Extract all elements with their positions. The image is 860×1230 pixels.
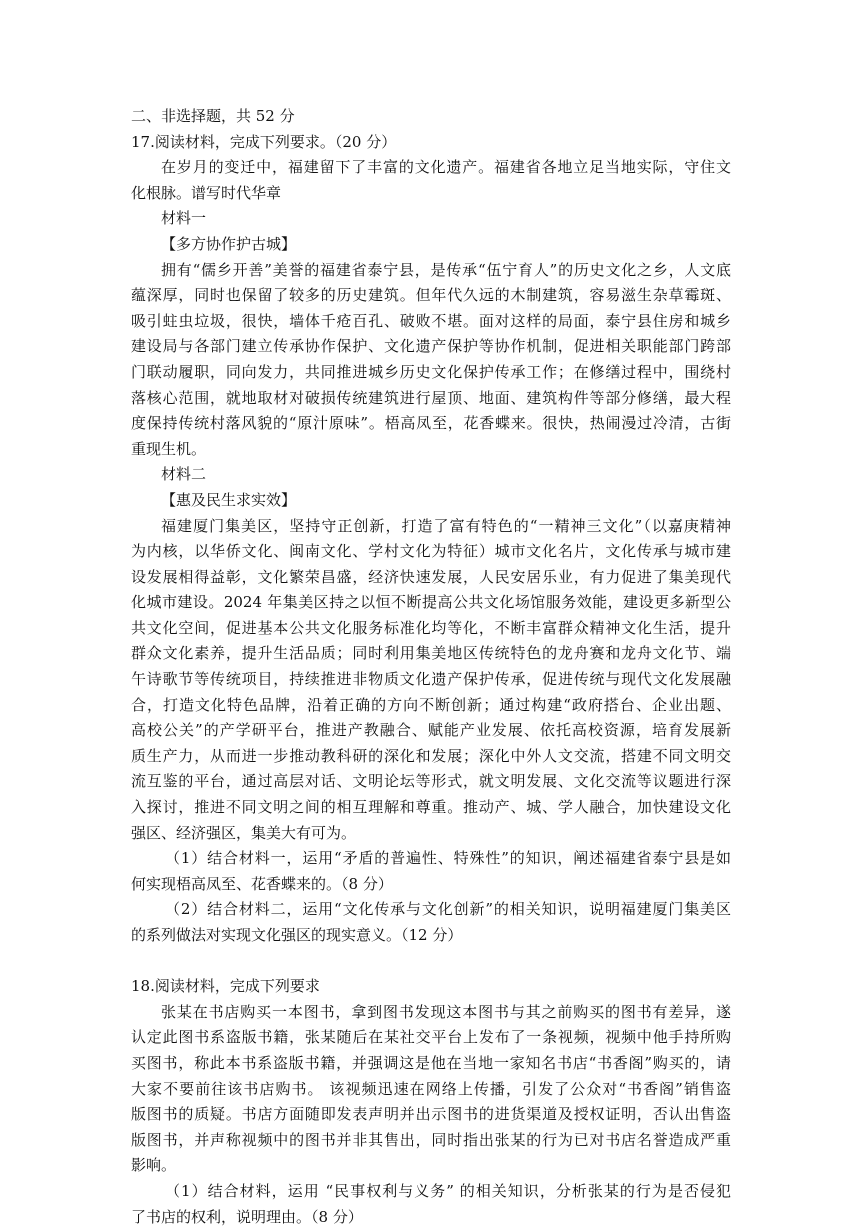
q18-material-line: 买图书，称此本书系盗版书籍，并强调这是他在当地一家知名书店“书香阁”购买的，请 xyxy=(131,1053,731,1072)
q17-intro-line: 在岁月的变迁中，福建留下了丰富的文化遗产。福建省各地立足当地实际，守住文 xyxy=(161,158,731,177)
material1-line: 吸引蛀虫垃圾，很快，墙体千疮百孔、破败不堪。面对这样的局面，泰宁县住房和城乡 xyxy=(131,311,731,330)
q18-material-line: 认定此图书系盗版书籍，张某随后在某社交平台上发布了一条视频，视频中他手持所购 xyxy=(131,1028,731,1047)
material2-line: 为内核，以华侨文化、闽南文化、学村文化为特征）城市文化名片，文化传承与城市建 xyxy=(131,542,731,561)
q18-material-line: 版图书，并声称视频中的图书并非其售出，同时指出张某的行为已对书店名誉造成严重 xyxy=(131,1130,731,1149)
material2-line: 午诗歌节等传统项目，持续推进非物质文化遗产保护传承，促进传统与现代文化发展融 xyxy=(131,670,731,689)
q17-subquestion-2-line: 的系列做法对实现文化强区的现实意义。（12 分） xyxy=(131,926,463,944)
material1-label: 材料一 xyxy=(161,209,207,228)
q18-subquestion-1-line: （1）结合材料，运用 “民事权利与义务” 的相关知识，分析张某的行为是否侵犯 xyxy=(165,1181,731,1200)
material2-line: 入探讨，推进不同文明之间的相互理解和尊重。推动产、城、学人融合，加快建设文化 xyxy=(131,798,731,817)
q18-title: 18.阅读材料，完成下列要求 xyxy=(131,977,320,996)
material1-line: 建设局与各部门建立传承协作保护、文化遗产保护等协作机制，促进相关职能部门跨部 xyxy=(131,337,731,356)
material2-line: 共文化空间，促进基本公共文化服务标准化均等化，不断丰富群众精神文化生活，提升 xyxy=(131,618,731,637)
material1-heading: 【多方协作护古城】 xyxy=(161,234,297,253)
material1-line: 拥有“儒乡开善”美誉的福建省泰宁县，是传承“伍宁育人”的历史文化之乡，人文底 xyxy=(161,260,731,279)
blank-spacer xyxy=(131,949,731,975)
material2-line: 流互鉴的平台，通过高层对话、文明论坛等形式，就文明发展、文化交流等议题进行深 xyxy=(131,772,731,791)
material1-line: 落核心范围，就地取材对破损传统建筑进行屋顶、地面、建筑构件等部分修缮，最大程 xyxy=(131,388,731,407)
q17-subquestion-2-line: （2）结合材料二，运用“文化传承与文化创新”的相关知识，说明福建厦门集美区 xyxy=(165,900,731,919)
q18-material-line: 影响。 xyxy=(131,1156,177,1175)
q18-material-line: 张某在书店购买一本图书，拿到图书发现这本图书与其之前购买的图书有差异，遂 xyxy=(161,1002,731,1021)
material2-line: 化城市建设。2024 年集美区持之以恒不断提高公共文化场馆服务效能，建设更多新型公 xyxy=(131,593,731,612)
material1-line: 重现生机。 xyxy=(131,439,207,458)
material2-line: 质生产力，从而进一步推动教科研的深化和发展；深化中外人文交流，搭建不同文明交 xyxy=(131,746,731,765)
material1-line: 蕴深厚，同时也保留了较多的历史建筑。但年代久远的木制建筑，容易滋生杂草霉斑、 xyxy=(131,286,731,305)
section-heading: 二、非选择题，共 52 分 xyxy=(131,107,295,125)
q17-subquestion-1-line: 何实现梧高凤至、花香蝶来的。（8 分） xyxy=(131,874,393,893)
q17-intro-line: 化根脉。谱写时代华章 xyxy=(131,183,282,202)
q18-subquestion-1-line: 了书店的权利，说明理由。（8 分） xyxy=(131,1207,363,1226)
q17-subquestion-1-line: （1）结合材料一，运用“矛盾的普遍性、特殊性”的知识，阐述福建省泰宁县是如 xyxy=(165,849,731,868)
material2-line: 设发展相得益彰，文化繁荣昌盛，经济快速发展，人民安居乐业，有力促进了集美现代 xyxy=(131,567,731,586)
q17-title: 17.阅读材料，完成下列要求。（20 分） xyxy=(131,132,397,151)
material2-label: 材料二 xyxy=(161,465,207,484)
material2-line: 强区、经济强区，集美大有可为。 xyxy=(131,823,357,842)
material2-line: 合，打造文化特色品牌，沿着正确的方向不断创新；通过构建“政府搭台、企业出题、 xyxy=(131,695,731,714)
material1-line: 门联动履职，同向发力，共同推进城乡历史文化保护传承工作；在修缮过程中，围绕村 xyxy=(131,362,731,381)
q18-material-line: 大家不要前往该书店购书。 该视频迅速在网络上传播，引发了公众对“书香阁”销售盗 xyxy=(131,1079,731,1098)
material1-line: 度保持传统村落风貌的“原汁原味”。梧高凤至，花香蝶来。很快，热闹漫过冷清，古街 xyxy=(131,414,731,433)
material2-line: 高校公关”的产学研平台，推进产教融合、赋能产业发展、依托高校资源，培育发展新 xyxy=(131,721,731,740)
material2-heading: 【惠及民生求实效】 xyxy=(161,490,297,509)
exam-page xyxy=(131,104,731,1230)
q18-material-line: 版图书的质疑。书店方面随即发表声明并出示图书的进货渠道及授权证明，否认出售盗 xyxy=(131,1105,731,1124)
material2-line: 群众文化素养，提升生活品质；同时利用集美地区传统特色的龙舟赛和龙舟文化节、端 xyxy=(131,644,731,663)
material2-line: 福建厦门集美区，坚持守正创新，打造了富有特色的“一精神三文化”（以嘉庚精神 xyxy=(161,516,731,535)
